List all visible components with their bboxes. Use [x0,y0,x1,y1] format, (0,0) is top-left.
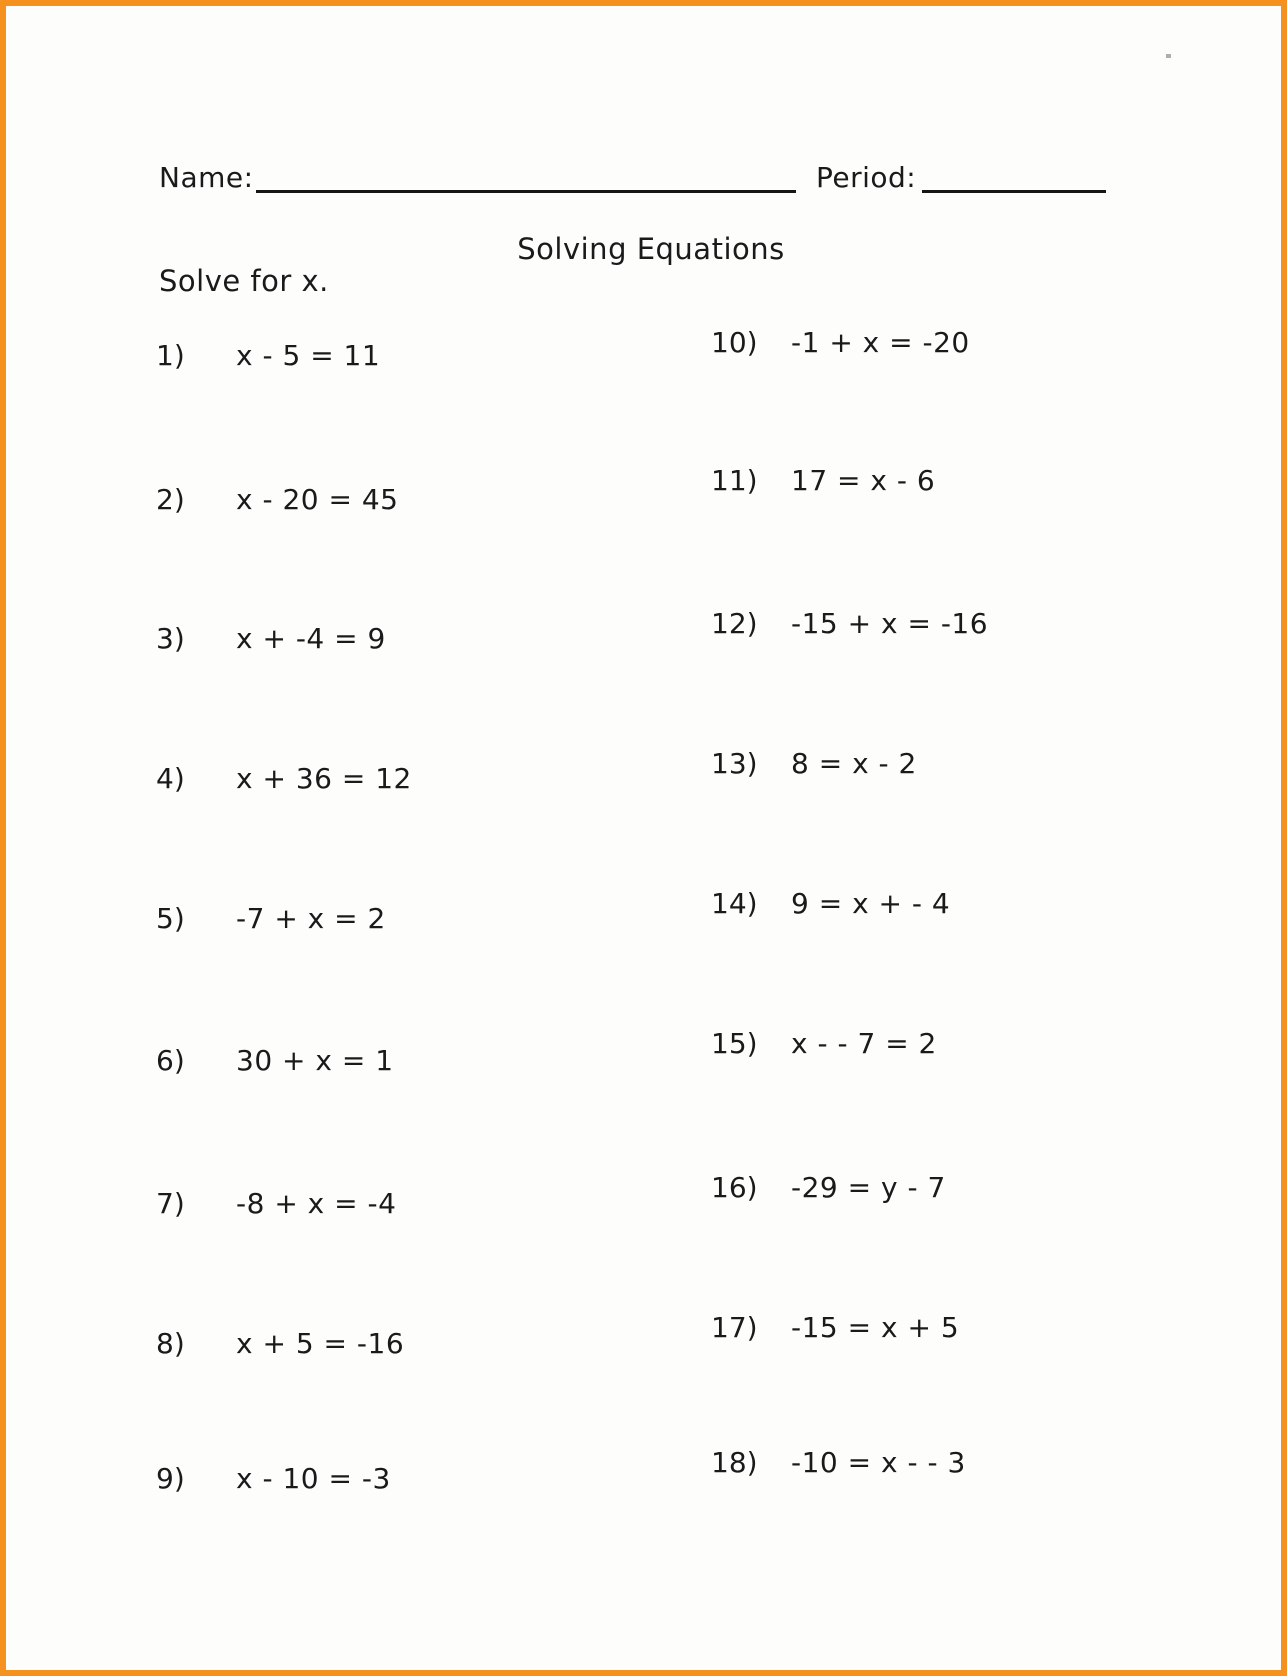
name-blank-line [256,190,796,193]
problem-number: 12) [711,607,758,640]
page-title: Solving Equations [517,232,785,266]
problem-number: 5) [156,902,185,935]
problem-equation: -15 + x = -16 [791,607,989,640]
problem-number: 14) [711,887,758,920]
period-label: Period: [816,161,917,194]
instruction-text: Solve for x. [159,264,329,298]
problem-number: 16) [711,1171,758,1204]
problem-equation: x + 36 = 12 [236,762,412,795]
scan-speck [1166,54,1171,58]
problem-equation: 9 = x + - 4 [791,887,951,920]
problem-number: 9) [156,1462,185,1495]
problem-number: 8) [156,1327,185,1360]
problem-equation: -7 + x = 2 [236,902,386,935]
problem-number: 2) [156,483,185,516]
problem-equation: -8 + x = -4 [236,1187,397,1220]
problem-number: 18) [711,1446,758,1479]
problem-equation: x + 5 = -16 [236,1327,405,1360]
problem-equation: 30 + x = 1 [236,1044,394,1077]
problem-equation: -15 = x + 5 [791,1311,960,1344]
problem-equation: -29 = y - 7 [791,1171,946,1204]
problem-number: 3) [156,622,185,655]
problem-number: 15) [711,1027,758,1060]
problem-number: 7) [156,1187,185,1220]
problem-equation: x - - 7 = 2 [791,1027,937,1060]
problem-equation: -1 + x = -20 [791,326,970,359]
problem-number: 17) [711,1311,758,1344]
problem-equation: -10 = x - - 3 [791,1446,966,1479]
problem-equation: 8 = x - 2 [791,747,917,780]
problem-equation: x + -4 = 9 [236,622,386,655]
problem-equation: x - 5 = 11 [236,339,381,372]
problem-number: 13) [711,747,758,780]
problem-number: 11) [711,464,758,497]
problem-number: 1) [156,339,185,372]
problem-number: 4) [156,762,185,795]
problem-equation: 17 = x - 6 [791,464,936,497]
name-label: Name: [159,161,254,194]
problem-equation: x - 20 = 45 [236,483,399,516]
period-blank-line [922,190,1106,193]
problem-number: 10) [711,326,758,359]
problem-number: 6) [156,1044,185,1077]
problem-equation: x - 10 = -3 [236,1462,391,1495]
